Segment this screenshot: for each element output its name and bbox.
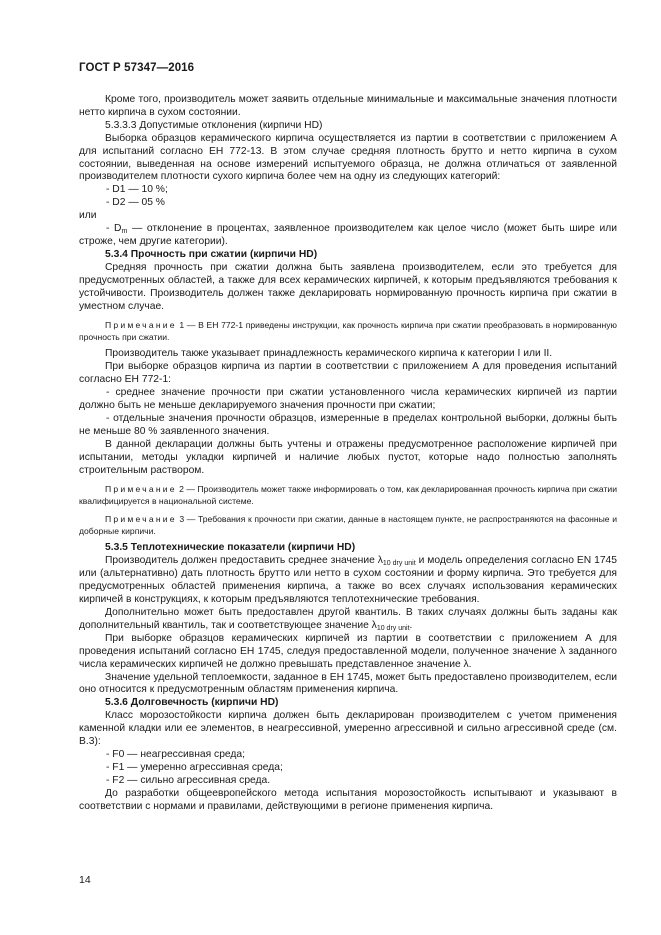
note-label: Примечание	[105, 484, 177, 495]
paragraph: Кроме того, производитель может заявить отдельные минимальные и максимальные значения плотности нетто кирпича в сухом состоянии.	[79, 94, 617, 118]
section-heading: 5.3.4 Прочность при сжатии (кирпичи HD)	[105, 248, 318, 260]
document-body	[79, 94, 617, 814]
note-text: 2 — Производитель может также информировать о том, как декларированная прочность кирпича при сжатии квалифицируется в национальной системе.	[79, 484, 617, 507]
section-heading: 5.3.5 Теплотехнические показатели (кирпичи HD)	[105, 542, 356, 554]
list-item: - D2 — 05 %	[106, 197, 165, 209]
list-item: - F2 — сильно агрессивная среда.	[106, 774, 271, 786]
paragraph	[79, 555, 617, 607]
subscript: 10 dry unit	[382, 560, 416, 568]
paragraph	[79, 607, 617, 633]
paragraph: Выборка образцов керамического кирпича осуществляется из партии в соответствии с приложением А для испытаний согласно ЕН 772-13. В этом случае средняя плотность брутто и нетто кирпича в сухом состоянии, выведенная на основе измерений испытуемого образца, не должна отличаться от заявленной производителем плотности сухого кирпича более чем на одну из следующих категорий:	[79, 132, 617, 183]
text-run: — отклонение в процентах, заявленное производителем как целое число (может быть шире или строже, чем другие категории).	[79, 223, 617, 247]
note	[79, 319, 617, 343]
text-run: и модель определения согласно EN 1745 или (альтернативно) дать плотность брутто или нетто в сухом состоянии и форму кирпича. Это требуется для предусмотренных областей применения кирпича, а также во всех случаях использования керамических кирпичей в конструкциях, к которым предъявляются теплотехнические требования.	[79, 555, 618, 606]
text-run: - D	[106, 223, 122, 235]
list-item: - F1 — умеренно агрессивная среда;	[106, 761, 283, 773]
paragraph: Средняя прочность при сжатии должна быть заявлена производителем, если это требуется для предусмотренных областей, а также для всех керамических кирпичей, к которым предъявляются требования к устойчивости. Производитель должен также декларировать нормированную прочность кирпича при сжатии в уместном случае.	[79, 261, 617, 312]
subscript: 10 dry unit	[376, 624, 410, 632]
subscript: m	[121, 228, 128, 236]
note-text: 1 — В ЕН 772-1 приведены инструкции, как прочность кирпича при сжатии преобразовать в нормированную прочность при сжатии.	[79, 320, 617, 343]
paragraph: В данной декларации должны быть учтены и отражены предусмотренное расположение кирпичей при испытании, методы укладки кирпичей и наличие любых пустот, которые надо полностью заполнять строительным раствором.	[79, 438, 617, 476]
note-label: Примечание	[105, 320, 177, 331]
list-item: - D1 — 10 %;	[106, 184, 168, 196]
note	[79, 513, 617, 537]
paragraph: Производитель также указывает принадлежность керамического кирпича к категории I или II.	[105, 348, 553, 360]
list-item: - F0 — неагрессивная среда;	[106, 748, 246, 760]
paragraph: или	[79, 210, 97, 222]
paragraph: При выборке образцов керамических кирпичей из партии в соответствии с приложением А для проведения испытаний согласно ЕН 1745, следуя предоставленной модели, полученное значение λ заданного числа керамических кирпичей не должно превышать представленное значение λ.	[79, 632, 617, 670]
note-text: 3 — Требования к прочности при сжатии, данные в настоящем пункте, не распространяются на фасонные и доборные кирпичи.	[79, 514, 617, 537]
note	[79, 483, 617, 507]
paragraph: Класс морозостойкости кирпича должен быть декларирован производителем с учетом применения каменной кладки или ее элементов, в неагрессивной, умеренно агрессивной и сильно агрессивной среде (см. В.3):	[79, 710, 617, 748]
document-header: ГОСТ Р 57347—2016	[79, 62, 195, 74]
text-run: .	[409, 619, 413, 631]
list-item	[79, 223, 617, 249]
list-item: - среднее значение прочности при сжатии установленного числа керамических кирпичей из партии должно быть не меньше декларируемого значения прочности при сжатии;	[79, 387, 617, 412]
text-run: Производитель должен предоставить среднее значение λ	[105, 555, 383, 567]
paragraph: При выборке образцов кирпича из партии в соответствии с приложением А для проведения испытаний согласно ЕН 772-1:	[79, 361, 617, 386]
page-number: 14	[79, 874, 91, 886]
paragraph: До разработки общеевропейского метода испытания морозостойкость испытывают и указывают в соответствии с нормами и правилами, действующими в регионе применения кирпича.	[79, 787, 617, 812]
paragraph: Значение удельной теплоемкости, заданное в ЕН 1745, может быть предоставлено производителем, если оно относится к предусмотренным областям применения кирпича.	[79, 671, 617, 696]
note-label: Примечание	[105, 514, 177, 525]
subsection-heading: 5.3.3.3 Допустимые отклонения (кирпичи HD)	[105, 119, 323, 131]
section-heading: 5.3.6 Долговечность (кирпичи HD)	[105, 697, 279, 709]
text-run: Дополнительно может быть предоставлен другой квантиль. В таких случаях должны быть заданы как дополнительный квантиль, так и соответствующее значение λ	[79, 607, 617, 631]
list-item: - отдельные значения прочности образцов, измеренные в пределах контрольной выборки, должны быть не меньше 80 % заявленного значения.	[79, 412, 617, 437]
